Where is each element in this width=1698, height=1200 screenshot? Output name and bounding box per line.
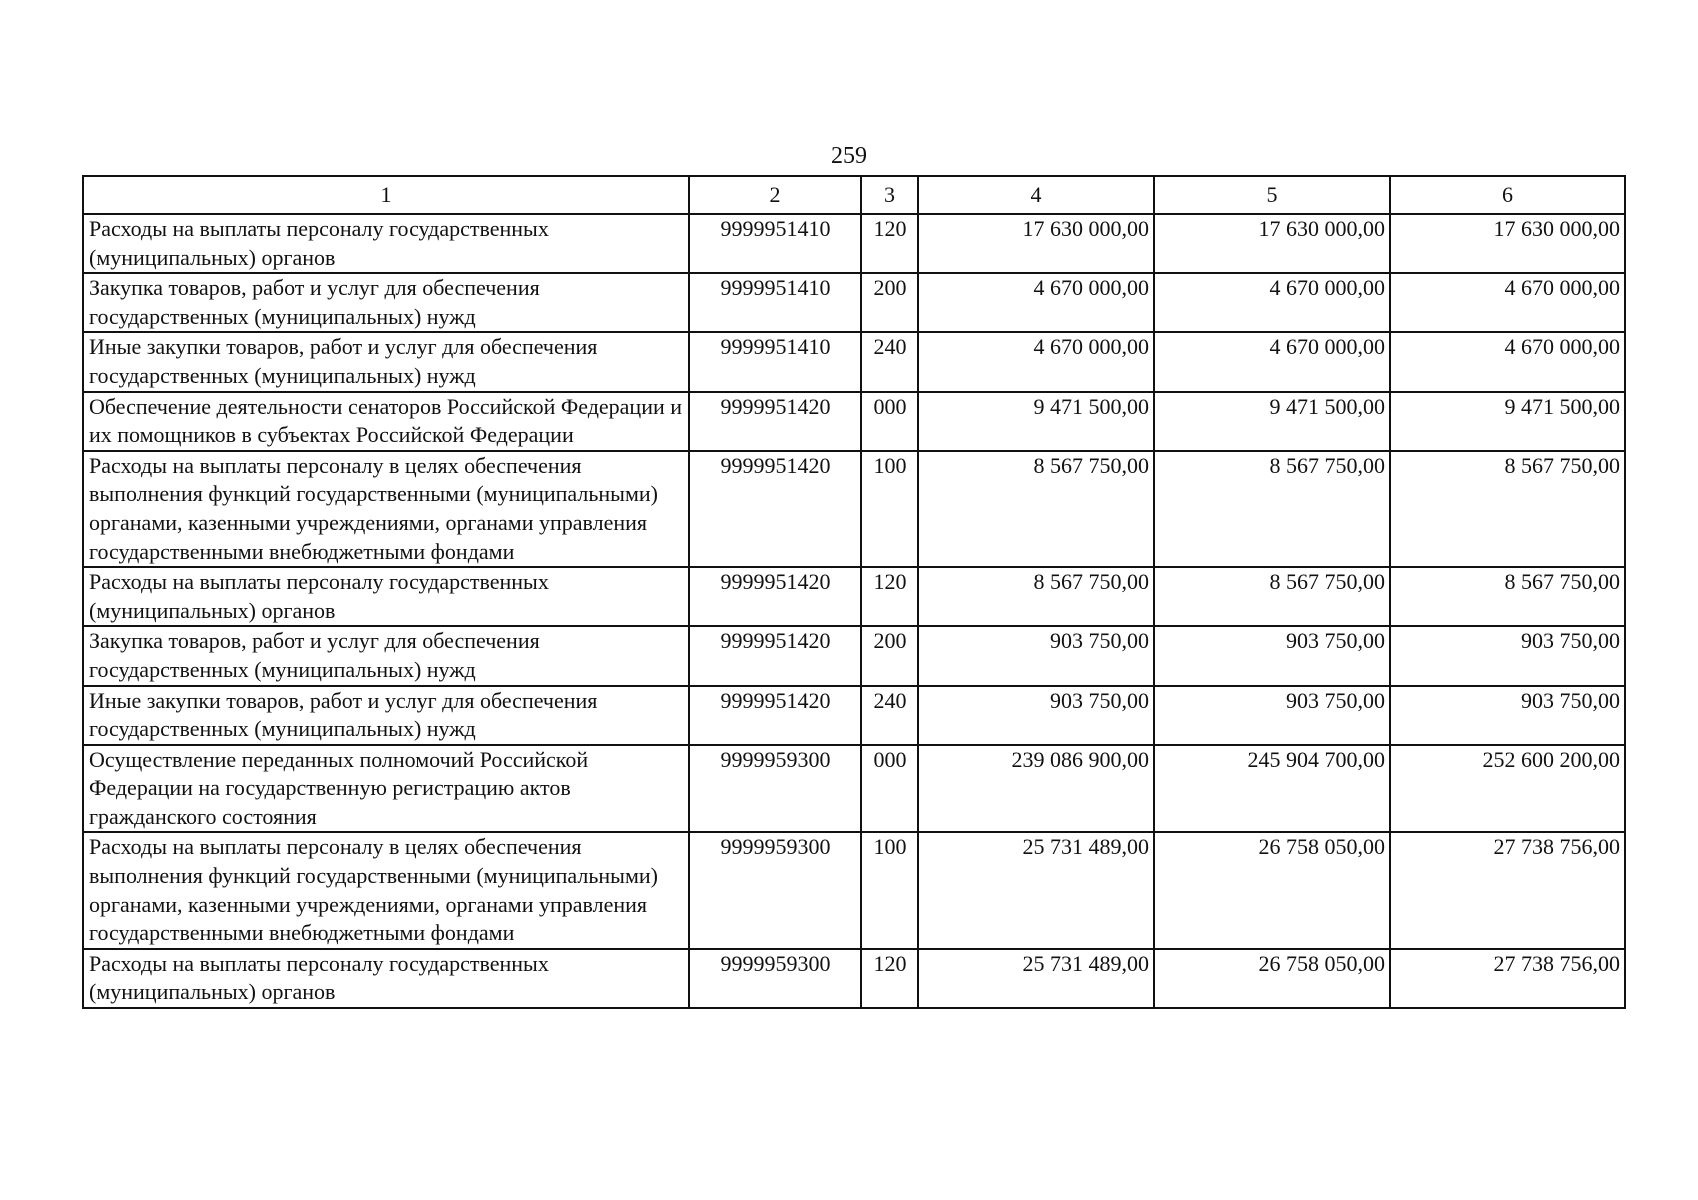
- table-row: [83, 832, 1625, 948]
- row-type-cell: 100: [861, 451, 918, 567]
- column-header-5: 5: [1154, 176, 1390, 214]
- row-name-cell: Обеспечение деятельности сенаторов Российской Федерации и их помощников в субъектах Российской Федерации: [83, 392, 689, 451]
- column-header-1: 1: [83, 176, 689, 214]
- row-type-cell: 120: [861, 214, 918, 273]
- row-amount-6-cell: 27 738 756,00: [1390, 832, 1625, 948]
- row-amount-5-cell: 8 567 750,00: [1154, 451, 1390, 567]
- row-amount-6-cell: 4 670 000,00: [1390, 332, 1625, 391]
- row-amount-5-cell: 8 567 750,00: [1154, 567, 1390, 626]
- row-amount-4-cell: 17 630 000,00: [918, 214, 1154, 273]
- table-row: [83, 626, 1625, 685]
- row-amount-5-cell: 903 750,00: [1154, 686, 1390, 745]
- row-amount-4-cell: 4 670 000,00: [918, 332, 1154, 391]
- row-amount-5-cell: 26 758 050,00: [1154, 949, 1390, 1008]
- row-type-cell: 200: [861, 626, 918, 685]
- row-name-cell: Закупка товаров, работ и услуг для обеспечения государственных (муниципальных) нужд: [83, 626, 689, 685]
- row-code-cell: 9999951410: [689, 214, 861, 273]
- table-body: [83, 214, 1625, 1008]
- row-name-cell: Закупка товаров, работ и услуг для обеспечения государственных (муниципальных) нужд: [83, 273, 689, 332]
- row-name-cell: Иные закупки товаров, работ и услуг для обеспечения государственных (муниципальных) нужд: [83, 332, 689, 391]
- row-code-cell: 9999959300: [689, 949, 861, 1008]
- table-row: [83, 451, 1625, 567]
- row-code-cell: 9999951420: [689, 392, 861, 451]
- row-amount-5-cell: 245 904 700,00: [1154, 745, 1390, 833]
- row-amount-4-cell: 239 086 900,00: [918, 745, 1154, 833]
- column-header-3: 3: [861, 176, 918, 214]
- row-code-cell: 9999951420: [689, 567, 861, 626]
- row-amount-6-cell: 903 750,00: [1390, 626, 1625, 685]
- budget-table: [82, 175, 1626, 1009]
- row-code-cell: 9999951410: [689, 273, 861, 332]
- row-name-cell: Расходы на выплаты персоналу государственных (муниципальных) органов: [83, 567, 689, 626]
- row-amount-4-cell: 8 567 750,00: [918, 451, 1154, 567]
- row-amount-5-cell: 26 758 050,00: [1154, 832, 1390, 948]
- row-amount-5-cell: 903 750,00: [1154, 626, 1390, 685]
- row-type-cell: 000: [861, 392, 918, 451]
- header-row: [83, 176, 1625, 214]
- row-code-cell: 9999959300: [689, 745, 861, 833]
- row-amount-6-cell: 8 567 750,00: [1390, 451, 1625, 567]
- row-amount-4-cell: 9 471 500,00: [918, 392, 1154, 451]
- table-row: [83, 332, 1625, 391]
- row-amount-4-cell: 25 731 489,00: [918, 832, 1154, 948]
- row-name-cell: Осуществление переданных полномочий Российской Федерации на государственную регистрацию актов гражданского состояния: [83, 745, 689, 833]
- row-amount-4-cell: 8 567 750,00: [918, 567, 1154, 626]
- table-row: [83, 686, 1625, 745]
- row-type-cell: 200: [861, 273, 918, 332]
- row-code-cell: 9999959300: [689, 832, 861, 948]
- row-type-cell: 000: [861, 745, 918, 833]
- row-type-cell: 100: [861, 832, 918, 948]
- row-type-cell: 240: [861, 332, 918, 391]
- row-amount-5-cell: 4 670 000,00: [1154, 273, 1390, 332]
- row-code-cell: 9999951410: [689, 332, 861, 391]
- row-amount-6-cell: 252 600 200,00: [1390, 745, 1625, 833]
- row-name-cell: Расходы на выплаты персоналу государственных (муниципальных) органов: [83, 214, 689, 273]
- row-amount-6-cell: 27 738 756,00: [1390, 949, 1625, 1008]
- page-number: 259: [831, 143, 867, 169]
- table-header: [83, 176, 1625, 214]
- row-type-cell: 120: [861, 567, 918, 626]
- row-amount-6-cell: 9 471 500,00: [1390, 392, 1625, 451]
- row-name-cell: Иные закупки товаров, работ и услуг для обеспечения государственных (муниципальных) нужд: [83, 686, 689, 745]
- table-row: [83, 392, 1625, 451]
- row-amount-5-cell: 17 630 000,00: [1154, 214, 1390, 273]
- row-code-cell: 9999951420: [689, 626, 861, 685]
- table-row: [83, 273, 1625, 332]
- row-code-cell: 9999951420: [689, 451, 861, 567]
- table-row: [83, 567, 1625, 626]
- row-type-cell: 240: [861, 686, 918, 745]
- table-row: [83, 745, 1625, 833]
- row-name-cell: Расходы на выплаты персоналу в целях обеспечения выполнения функций государственными (муниципальными) органами, казенными учреждениями, органами управления государственными внебюджетными фондами: [83, 451, 689, 567]
- row-type-cell: 120: [861, 949, 918, 1008]
- row-amount-6-cell: 17 630 000,00: [1390, 214, 1625, 273]
- row-amount-5-cell: 4 670 000,00: [1154, 332, 1390, 391]
- row-amount-4-cell: 903 750,00: [918, 626, 1154, 685]
- column-header-4: 4: [918, 176, 1154, 214]
- row-code-cell: 9999951420: [689, 686, 861, 745]
- row-amount-6-cell: 903 750,00: [1390, 686, 1625, 745]
- table-row: [83, 214, 1625, 273]
- row-amount-4-cell: 25 731 489,00: [918, 949, 1154, 1008]
- row-amount-4-cell: 903 750,00: [918, 686, 1154, 745]
- row-name-cell: Расходы на выплаты персоналу в целях обеспечения выполнения функций государственными (муниципальными) органами, казенными учреждениями, органами управления государственными внебюджетными фондами: [83, 832, 689, 948]
- row-amount-4-cell: 4 670 000,00: [918, 273, 1154, 332]
- row-name-cell: Расходы на выплаты персоналу государственных (муниципальных) органов: [83, 949, 689, 1008]
- column-header-6: 6: [1390, 176, 1625, 214]
- column-header-2: 2: [689, 176, 861, 214]
- row-amount-6-cell: 8 567 750,00: [1390, 567, 1625, 626]
- table-row: [83, 949, 1625, 1008]
- row-amount-5-cell: 9 471 500,00: [1154, 392, 1390, 451]
- row-amount-6-cell: 4 670 000,00: [1390, 273, 1625, 332]
